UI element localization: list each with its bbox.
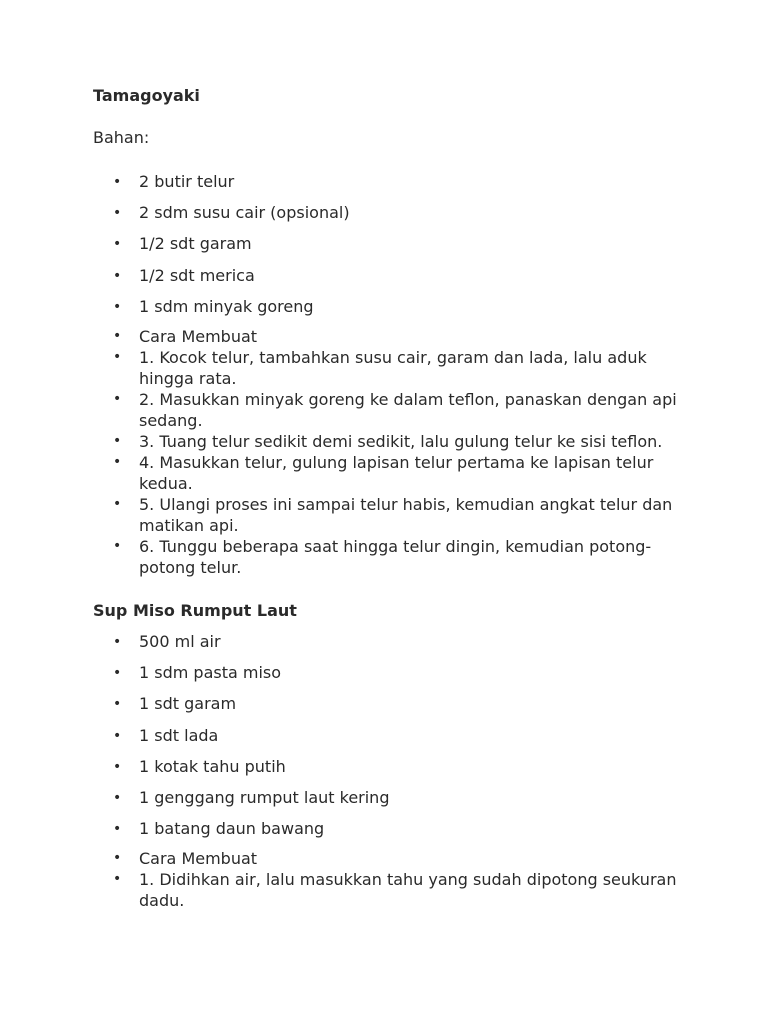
list-item: • 1 sdm minyak goreng: [113, 296, 314, 316]
list-item: • 1. Kocok telur, tambahkan susu cair, garam dan lada, lalu aduk hingga rata.: [113, 347, 647, 388]
list-item: • 500 ml air: [113, 631, 221, 651]
sup-miso-ingredients-list: [93, 631, 693, 840]
list-item: • 1 sdt lada: [113, 725, 219, 745]
bullet-icon: •: [113, 205, 122, 222]
bullet-icon: •: [113, 495, 122, 512]
list-item: • 2. Masukkan minyak goreng ke dalam teflon, panaskan dengan api sedang.: [113, 389, 677, 430]
bullet-icon: •: [113, 174, 122, 190]
bullet-icon: •: [113, 758, 122, 775]
list-item: • 1. Didihkan air, lalu masukkan tahu yang sudah dipotong seukuran dadu.: [113, 870, 677, 911]
bullet-icon: •: [113, 348, 122, 365]
bullet-icon: •: [113, 267, 122, 284]
tamagoyaki-ingredients-list: [93, 171, 693, 318]
bullet-icon: •: [113, 789, 122, 806]
document-page: [93, 85, 693, 911]
list-item: • 1 batang daun bawang: [113, 819, 325, 839]
list-item: • 5. Ulangi proses ini sampai telur habis, kemudian angkat telur dan matikan api.: [113, 494, 673, 535]
list-item: • 1/2 sdt garam: [113, 234, 252, 254]
bullet-icon: •: [113, 727, 122, 744]
list-item: • Cara Membuat: [113, 326, 258, 346]
list-item: • 1/2 sdt merica: [113, 265, 255, 285]
bullet-icon: •: [113, 432, 122, 449]
bullet-icon: •: [113, 850, 122, 867]
bullet-icon: •: [113, 696, 122, 713]
list-item: • 6. Tunggu beberapa saat hingga telur dingin, kemudian potong-potong telur.: [113, 536, 652, 577]
list-item: • 1 sdm pasta miso: [113, 663, 282, 683]
recipe-title-sup-miso: Sup Miso Rumput Laut: [93, 600, 297, 620]
bullet-icon: •: [113, 327, 122, 344]
list-item: • 2 butir telur: [113, 172, 235, 191]
tamagoyaki-steps-list: [93, 326, 693, 578]
list-item: • 3. Tuang telur sedikit demi sedikit, lalu gulung telur ke sisi teflon.: [113, 431, 663, 451]
list-item: • 1 kotak tahu putih: [113, 756, 286, 776]
list-item: • 1 genggang rumput laut kering: [113, 787, 390, 807]
bullet-icon: •: [113, 298, 122, 315]
list-item: • 2 sdm susu cair (opsional): [113, 203, 350, 223]
bullet-icon: •: [113, 537, 122, 554]
list-item: • 1 sdt garam: [113, 694, 237, 714]
sup-miso-steps-list: [93, 848, 693, 911]
bullet-icon: •: [113, 871, 122, 888]
bullet-icon: •: [113, 665, 122, 682]
bullet-icon: •: [113, 390, 122, 407]
bahan-label: Bahan:: [93, 128, 150, 147]
list-item: • Cara Membuat: [113, 849, 258, 869]
bullet-icon: •: [113, 821, 122, 838]
bullet-icon: •: [113, 453, 122, 470]
recipe-title-tamagoyaki: Tamagoyaki: [93, 86, 200, 105]
list-item: • 4. Masukkan telur, gulung lapisan telur pertama ke lapisan telur kedua.: [113, 452, 654, 493]
bullet-icon: •: [113, 236, 122, 253]
bullet-icon: •: [113, 633, 122, 650]
